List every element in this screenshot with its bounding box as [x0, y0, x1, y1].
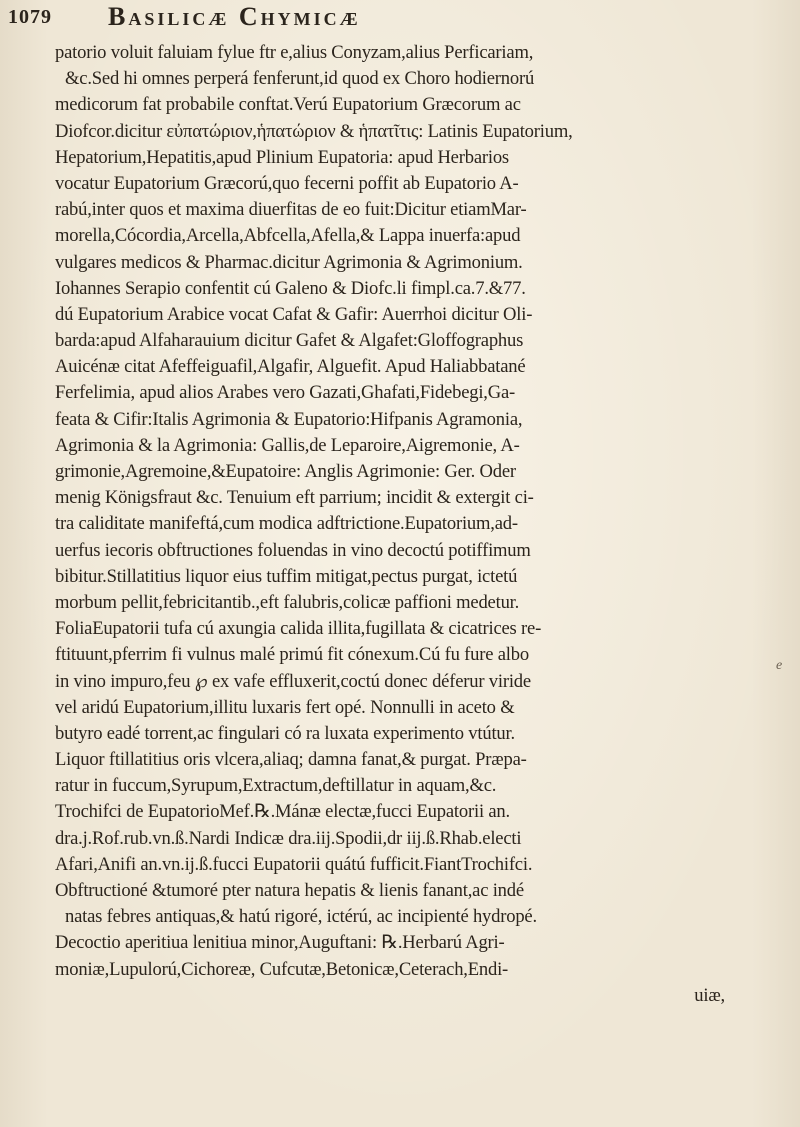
text-line: ftituunt,pferrim fi vulnus malé primú fit cónexum.Cú fu fure albo [55, 644, 529, 666]
text-line: FoliaEupatorii tufa cú axungia calida illita,fugillata & cicatrices re- [55, 618, 542, 640]
text-line: uiæ, [694, 984, 725, 1006]
text-line: Hepatorium,Hepatitis,apud Plinium Eupatoria: apud Herbarios [55, 146, 509, 168]
text-line: tra caliditate manifeftá,cum modica adftrictione.Eupatorium,ad- [55, 513, 518, 535]
margin-mark: e [776, 658, 783, 673]
text-line: grimonie,Agremoine,&Eupatoire: Anglis Agrimonie: Ger. Oder [55, 461, 516, 482]
text-line: morella,Cócordia,Arcella,Abfcella,Afella,& Lappa inuerfa:apud [55, 225, 521, 247]
text-line: vocatur Eupatorium Græcorú,quo fecerni poffit ab Eupatorio A- [55, 172, 519, 194]
text-line: Liquor ftillatitius oris vlcera,aliaq; damna fanat,& purgat. Præpa- [55, 749, 527, 771]
text-line: Iohannes Serapio confentit cú Galeno & Diofc.li fimpl.ca.7.&77. [55, 277, 526, 299]
text-line: Afari,Anifi an.vn.ij.ß.fucci Eupatorii quátú fufficit.FiantTrochifci. [55, 853, 533, 875]
text-line: Ferfelimia, apud alios Arabes vero Gazati,Ghafati,Fidebegi,Ga- [55, 382, 516, 404]
text-line: patorio voluit faluiam fylue ftr e,alius Conyzam,alius Perficariam, [55, 42, 534, 63]
text-line: bibitur.Stillatitius liquor eius tuffim mitigat,pectus purgat, ictetú [55, 565, 518, 587]
text-line: morbum pellit,febricitantib.,eft falubris,colicæ paffioni medetur. [55, 591, 520, 613]
text-line: barda:apud Alfaharauium dicitur Gafet & Algafet:Gloffographus [55, 330, 524, 352]
text-line: menig Königsfraut &c. Tenuium eft parrium; incidit & extergit ci- [55, 487, 534, 509]
text-line: Agrimonia & la Agrimonia: Gallis,de Leparoire,Aigremonie, A- [55, 434, 520, 456]
text-line: Decoctio aperitiua lenitiua minor,Auguftani: ℞.Herbarú Agri- [55, 932, 505, 954]
text-line: in vino impuro,feu ℘ ex vafe effluxerit,coctú donec déferur viride [55, 670, 531, 692]
text-line: dú Eupatorium Arabice vocat Cafat & Gafir: Auerrhoi dicitur Oli- [55, 303, 533, 325]
text-line: &c.Sed hi omnes perperá fenferunt,id quod ex Choro hodiernorú [65, 68, 535, 90]
text-line: butyro eadé torrent,ac fingulari có ra luxata experimento vtútur. [55, 722, 515, 744]
text-line: uerfus iecoris obftructiones foluendas in vino decoctú potiffimum [55, 539, 531, 561]
text-line: Obftructioné &tumoré pter natura hepatis & lienis fanant,ac indé [55, 880, 524, 901]
text-line: moniæ,Lupulorú,Cichoreæ, Cufcutæ,Betonicæ,Ceterach,Endi- [55, 958, 509, 980]
body-text [55, 40, 725, 1009]
text-line: Trochifci de EupatorioMef.℞.Mánæ electæ,fucci Eupatorii an. [55, 801, 510, 823]
text-line: vulgares medicos & Pharmac.dicitur Agrimonia & Agrimonium. [55, 251, 523, 273]
text-line: rabú,inter quos et maxima diuerfitas de eo fuit:Dicitur etiamMar- [55, 199, 527, 221]
text-line: natas febres antiquas,& hatú rigoré, ictérú, ac incipienté hydropé. [65, 906, 537, 928]
running-title: Basilicæ Chymicæ [108, 2, 361, 31]
text-line: feata & Cifir:Italis Agrimonia & Eupatorio:Hifpanis Agramonia, [55, 408, 523, 430]
text-line: Diofcor.dicitur εὐπατώριον,ἡπατώριον & ἡπατῖτις: Latinis Eupatorium, [55, 120, 573, 142]
text-line: ratur in fuccum,Syrupum,Extractum,deftillatur in aquam,&c. [55, 775, 497, 797]
text-line: dra.j.Rof.rub.vn.ß.Nardi Indicæ dra.iij.Spodii,dr iij.ß.Rhab.electi [55, 827, 522, 849]
page-header [8, 2, 728, 34]
page-number: 1079 [8, 6, 52, 28]
text-line: medicorum fat probabile conftat.Verú Eupatorium Græcorum ac [55, 94, 521, 116]
text-line: Auicénæ citat Afeffeiguafil,Algafir, Alguefit. Apud Haliabbatané [55, 356, 526, 378]
text-line: vel aridú Eupatorium,illitu luxaris fert opé. Nonnulli in aceto & [55, 696, 515, 718]
